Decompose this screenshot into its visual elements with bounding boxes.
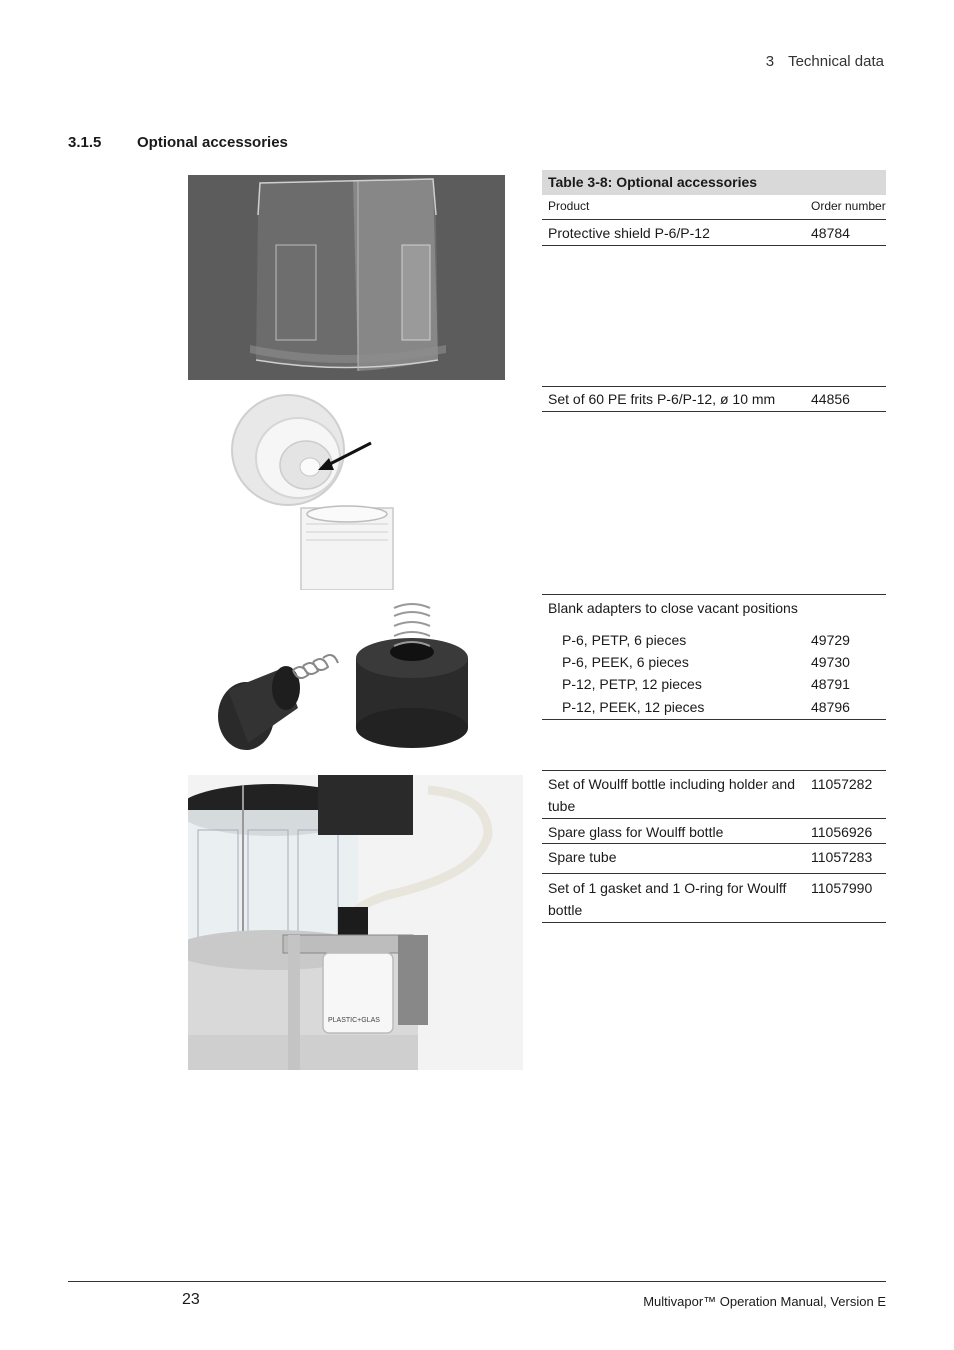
- page-number: 23: [182, 1291, 200, 1308]
- product-name: Set of Woulff bottle including holder and tube: [548, 776, 795, 814]
- order-number: 48796: [811, 699, 850, 715]
- protective-shield-image: [188, 175, 505, 380]
- table-row: [542, 629, 886, 651]
- row-divider: [542, 873, 886, 874]
- order-number: 48791: [811, 676, 850, 692]
- order-number: 11057283: [811, 849, 873, 865]
- bottle-label: PLASTIC+GLAS: [328, 1017, 380, 1024]
- order-number: 49730: [811, 654, 850, 670]
- row-divider: [542, 386, 886, 387]
- order-number: 44856: [811, 391, 850, 407]
- pe-frits-image: [188, 390, 505, 590]
- product-name: P-6, PETP, 6 pieces: [562, 632, 687, 648]
- chapter-number: 3: [765, 53, 775, 70]
- product-name: Set of 1 gasket and 1 O-ring for Woulff bottle: [548, 880, 787, 918]
- order-number: 11057282: [811, 776, 873, 792]
- table-row: [542, 773, 886, 817]
- row-divider: [542, 922, 886, 923]
- row-divider: [542, 719, 886, 720]
- row-divider: [542, 245, 886, 246]
- product-name: Spare glass for Woulff bottle: [548, 824, 724, 840]
- table-row: [542, 222, 886, 244]
- column-header-order-number: Order number: [811, 199, 886, 213]
- section-title: Optional accessories: [137, 134, 288, 151]
- footer-document-title: Multivapor™ Operation Manual, Version E: [643, 1294, 886, 1309]
- row-divider: [542, 818, 886, 819]
- table-row: [542, 846, 886, 868]
- row-divider: [542, 843, 886, 844]
- product-name: P-12, PEEK, 12 pieces: [562, 699, 705, 715]
- product-name: Set of 60 PE frits P-6/P-12, ø 10 mm: [548, 391, 776, 407]
- table-row: [542, 696, 886, 718]
- table-row: [542, 597, 886, 619]
- table-row: [542, 821, 886, 843]
- row-divider: [542, 770, 886, 771]
- section-number: 3.1.5: [68, 134, 102, 151]
- row-divider: [542, 594, 886, 595]
- blank-adapters-image: [188, 598, 505, 765]
- chapter-title: Technical data: [788, 53, 884, 70]
- row-divider: [542, 411, 886, 412]
- table-caption: Table 3-8: Optional accessories: [542, 170, 886, 195]
- page-header: [766, 53, 884, 70]
- footer-divider: [68, 1281, 886, 1282]
- product-name: Protective shield P-6/P-12: [548, 225, 710, 241]
- table-row: [542, 388, 886, 410]
- table-row: [542, 651, 886, 673]
- product-name: P-12, PETP, 12 pieces: [562, 676, 702, 692]
- table-row: [542, 877, 886, 921]
- column-header-product: Product: [548, 199, 590, 213]
- order-number: 48784: [811, 225, 850, 241]
- order-number: 11057990: [811, 880, 873, 896]
- order-number: 49729: [811, 632, 850, 648]
- product-name: P-6, PEEK, 6 pieces: [562, 654, 689, 670]
- woulff-bottle-image: [188, 775, 523, 1070]
- table-header-row: [542, 195, 886, 220]
- product-group-name: Blank adapters to close vacant positions: [548, 600, 798, 616]
- order-number: 11056926: [811, 824, 873, 840]
- product-name: Spare tube: [548, 849, 617, 865]
- table-row: [542, 673, 886, 695]
